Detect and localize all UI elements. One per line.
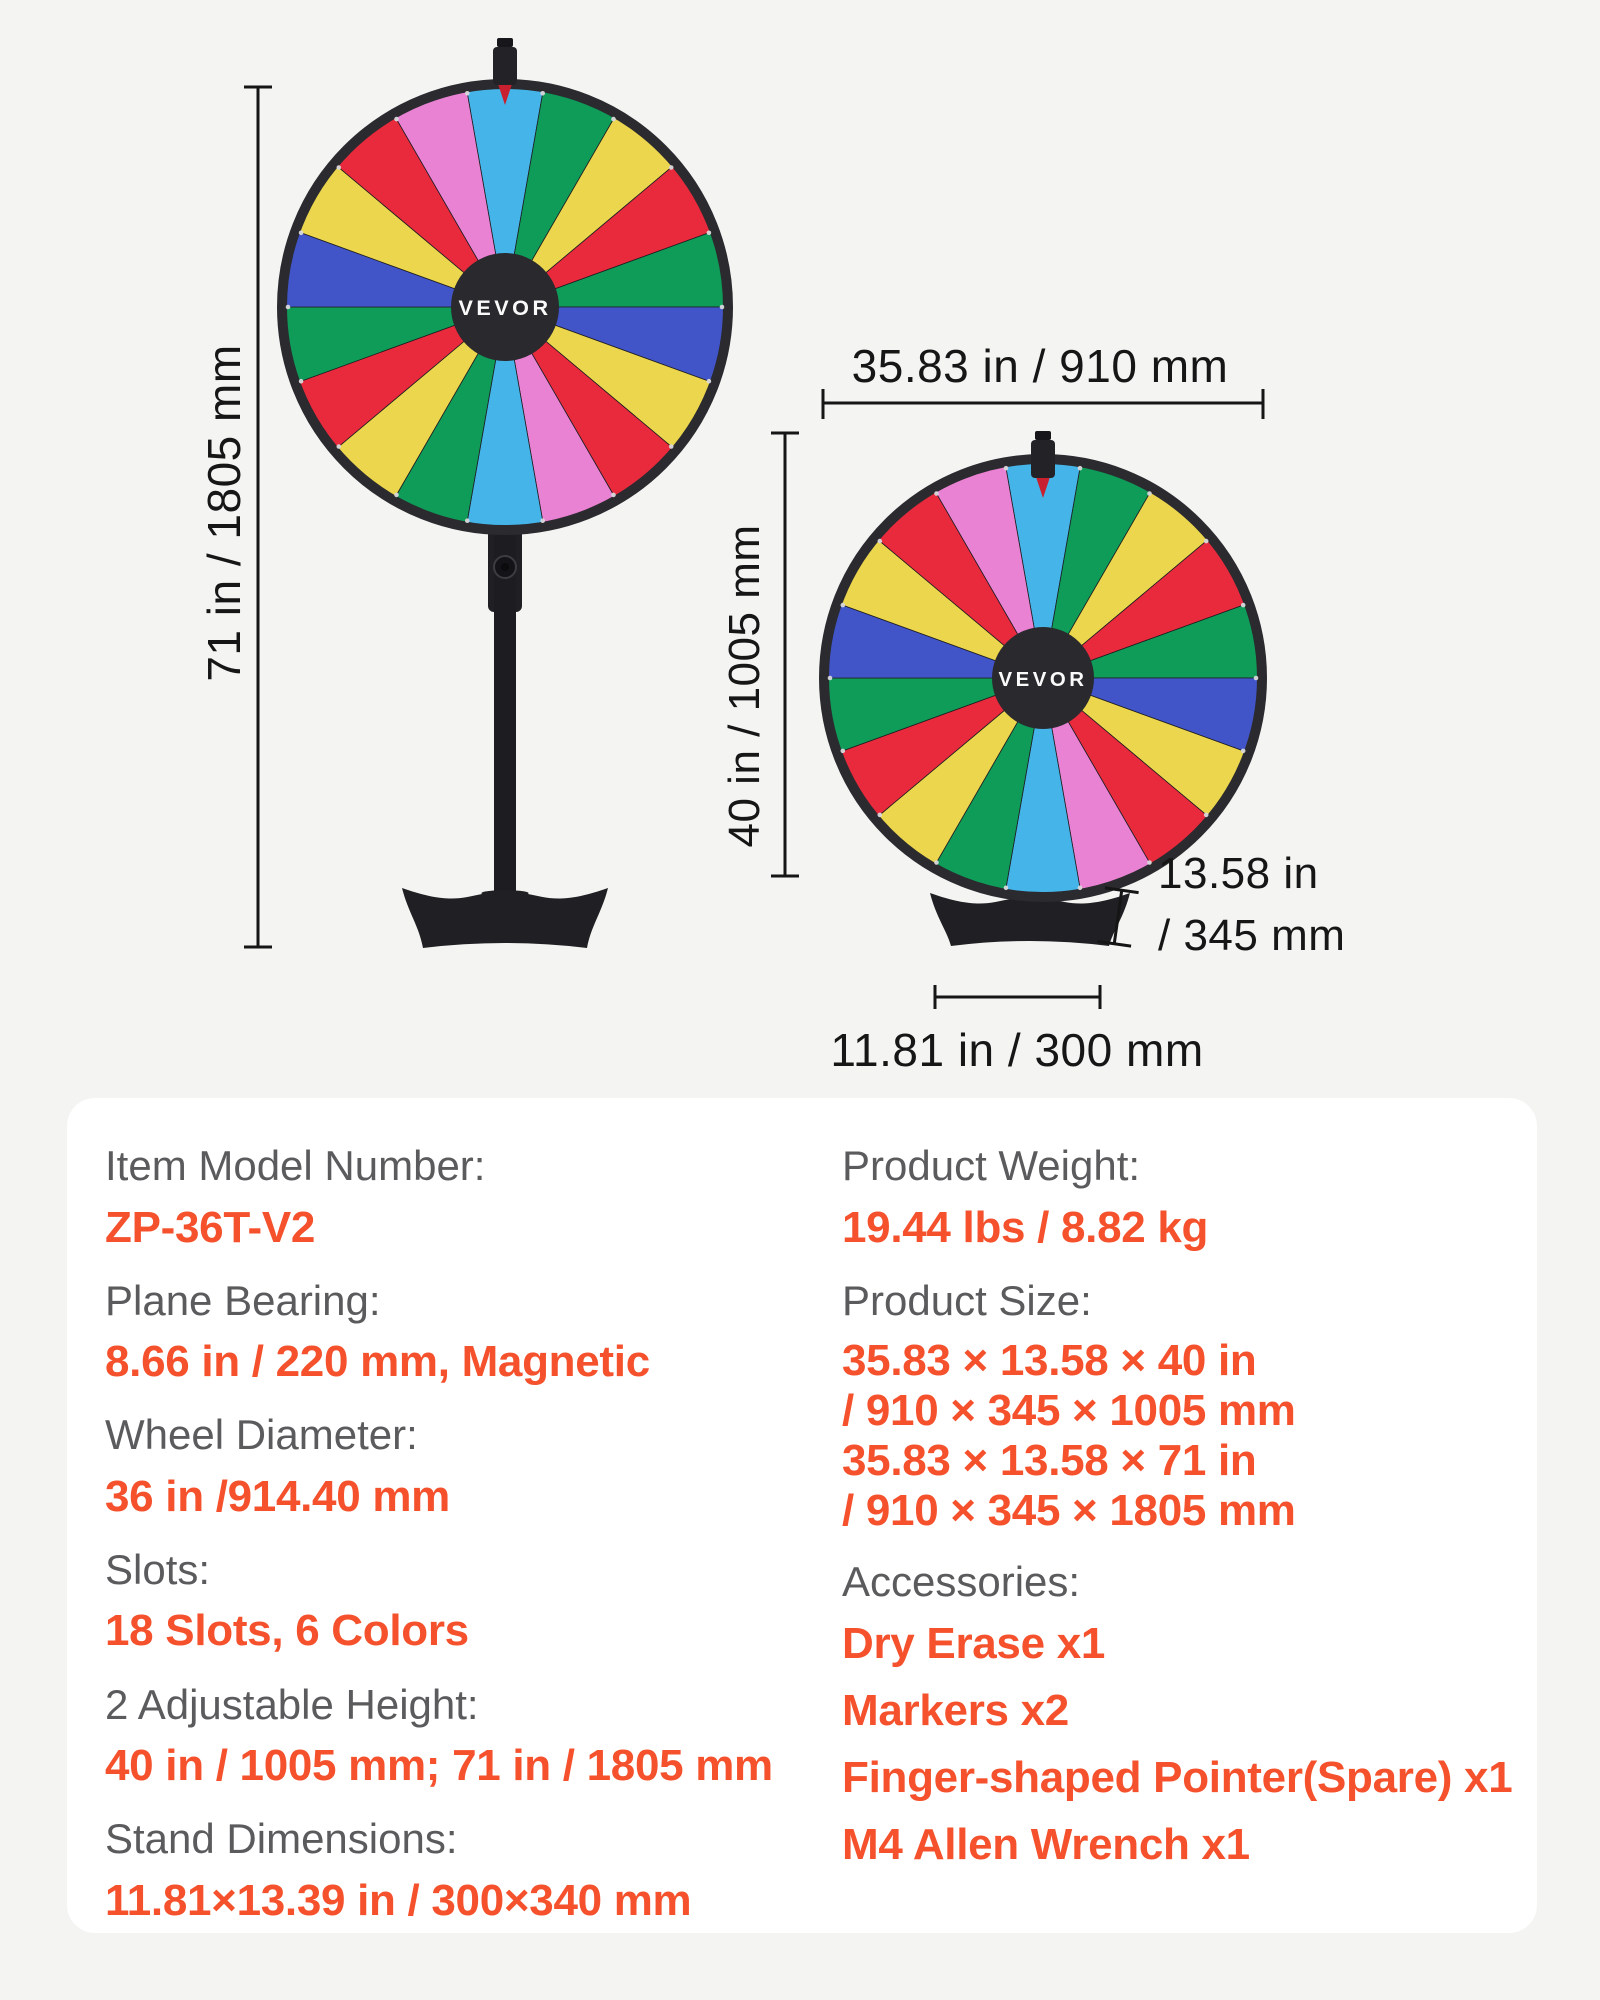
spec-value: M4 Allen Wrench x1 xyxy=(842,1820,1250,1870)
rim-peg-dot xyxy=(707,379,712,384)
spec-value: 8.66 in / 220 mm, Magnetic xyxy=(105,1337,650,1387)
knob-center xyxy=(501,563,509,571)
spec-group xyxy=(842,1556,1532,1870)
rim-peg-dot xyxy=(707,231,712,236)
spec-label: Accessories: xyxy=(842,1558,1081,1606)
hub-brand-text: VEVOR xyxy=(998,669,1088,691)
rim-peg-dot xyxy=(611,117,616,122)
spec-label: Item Model Number: xyxy=(105,1142,486,1189)
floor-stand-wheel xyxy=(282,38,728,530)
spec-group xyxy=(842,1140,1532,1253)
rim-peg-dot xyxy=(1004,886,1009,891)
rim-peg-dot xyxy=(934,860,939,865)
rim-peg-dot xyxy=(337,444,342,449)
rim-peg-dot xyxy=(299,379,304,384)
hub-brand-text: VEVOR xyxy=(458,295,552,320)
spec-column-right xyxy=(842,1140,1532,1893)
spec-label: Product Weight: xyxy=(842,1142,1141,1189)
spec-label: Wheel Diameter: xyxy=(105,1411,418,1459)
rim-peg-dot xyxy=(299,231,304,236)
rim-peg-dot xyxy=(720,305,725,310)
spec-label: Stand Dimensions: xyxy=(105,1815,458,1863)
rim-peg-dot xyxy=(1078,886,1083,891)
spec-label: Plane Bearing: xyxy=(105,1276,381,1324)
rim-peg-dot xyxy=(1204,813,1209,818)
spec-group xyxy=(105,1275,795,1388)
spec-group xyxy=(105,1409,795,1522)
rim-peg-dot xyxy=(337,165,342,170)
spec-value: / 910 × 345 × 1005 mm xyxy=(842,1386,1296,1436)
spec-label: 2 Adjustable Height: xyxy=(105,1680,479,1728)
spec-value: 36 in /914.40 mm xyxy=(105,1471,450,1521)
spec-group xyxy=(842,1275,1532,1535)
depth-label-line2: / 345 mm xyxy=(1158,910,1346,960)
pointer-cap xyxy=(1035,431,1051,440)
pointer-body xyxy=(493,47,517,85)
rim-peg-dot xyxy=(1204,539,1209,544)
rim-peg-dot xyxy=(286,305,291,310)
spec-value: Finger-shaped Pointer(Spare) x1 xyxy=(842,1753,1513,1803)
dim-line-wheel-width xyxy=(823,389,1263,419)
rim-peg-dot xyxy=(878,813,883,818)
spec-value: 40 in / 1005 mm; 71 in / 1805 mm xyxy=(105,1741,773,1791)
rim-peg-dot xyxy=(611,493,616,498)
rim-peg-dot xyxy=(540,91,545,96)
spec-value: / 910 × 345 × 1805 mm xyxy=(842,1486,1296,1536)
spec-group xyxy=(105,1813,795,1926)
rim-peg-dot xyxy=(1078,466,1083,471)
rim-peg-dot xyxy=(828,676,833,681)
rim-peg-dot xyxy=(394,493,399,498)
depth-label-line1: 13.58 in xyxy=(1158,848,1319,898)
rim-peg-dot xyxy=(841,603,846,608)
rim-peg-dot xyxy=(878,539,883,544)
wheel-width-label: 35.83 in / 910 mm xyxy=(851,339,1229,392)
floor-stand-height-label: 71 in / 1805 mm xyxy=(197,344,250,682)
dim-line-base-width xyxy=(935,985,1100,1009)
rim-peg-dot xyxy=(465,518,470,523)
spec-group xyxy=(105,1544,795,1657)
rim-peg-dot xyxy=(669,444,674,449)
spec-group xyxy=(105,1679,795,1792)
spec-value: ZP-36T-V2 xyxy=(105,1202,316,1252)
rim-peg-dot xyxy=(1254,676,1259,681)
spec-group xyxy=(105,1140,795,1253)
rim-peg-dot xyxy=(465,91,470,96)
spec-value: 35.83 × 13.58 × 71 in xyxy=(842,1436,1257,1486)
dim-line-tabletop-height xyxy=(771,433,799,876)
tabletop-wheel xyxy=(824,431,1262,897)
rim-peg-dot xyxy=(394,117,399,122)
spec-value: 35.83 × 13.58 × 40 in xyxy=(842,1336,1257,1386)
floor-stand-pole xyxy=(494,524,516,892)
spec-label: Slots: xyxy=(105,1545,211,1593)
rim-peg-dot xyxy=(1004,466,1009,471)
spec-value: Markers x2 xyxy=(842,1686,1069,1736)
rim-peg-dot xyxy=(934,491,939,496)
rim-peg-dot xyxy=(841,749,846,754)
pointer-cap xyxy=(497,38,513,47)
spec-panel xyxy=(67,1098,1537,1933)
spec-column-left xyxy=(105,1140,795,1948)
spec-value: 11.81×13.39 in / 300×340 mm xyxy=(105,1875,692,1925)
spec-value: 18 Slots, 6 Colors xyxy=(105,1606,469,1656)
rim-peg-dot xyxy=(1147,491,1152,496)
rim-peg-dot xyxy=(1147,860,1152,865)
spec-value: Dry Erase x1 xyxy=(842,1618,1106,1668)
pointer-body xyxy=(1031,440,1055,478)
spec-value: 19.44 lbs / 8.82 kg xyxy=(842,1202,1209,1252)
rim-peg-dot xyxy=(540,518,545,523)
rim-peg-dot xyxy=(1241,749,1246,754)
tabletop-height-label: 40 in / 1005 mm xyxy=(719,524,769,848)
spec-label: Product Size: xyxy=(842,1276,1092,1324)
base-width-label: 11.81 in / 300 mm xyxy=(830,1023,1204,1076)
rim-peg-dot xyxy=(1241,603,1246,608)
floor-stand-base xyxy=(402,888,608,948)
rim-peg-dot xyxy=(669,165,674,170)
